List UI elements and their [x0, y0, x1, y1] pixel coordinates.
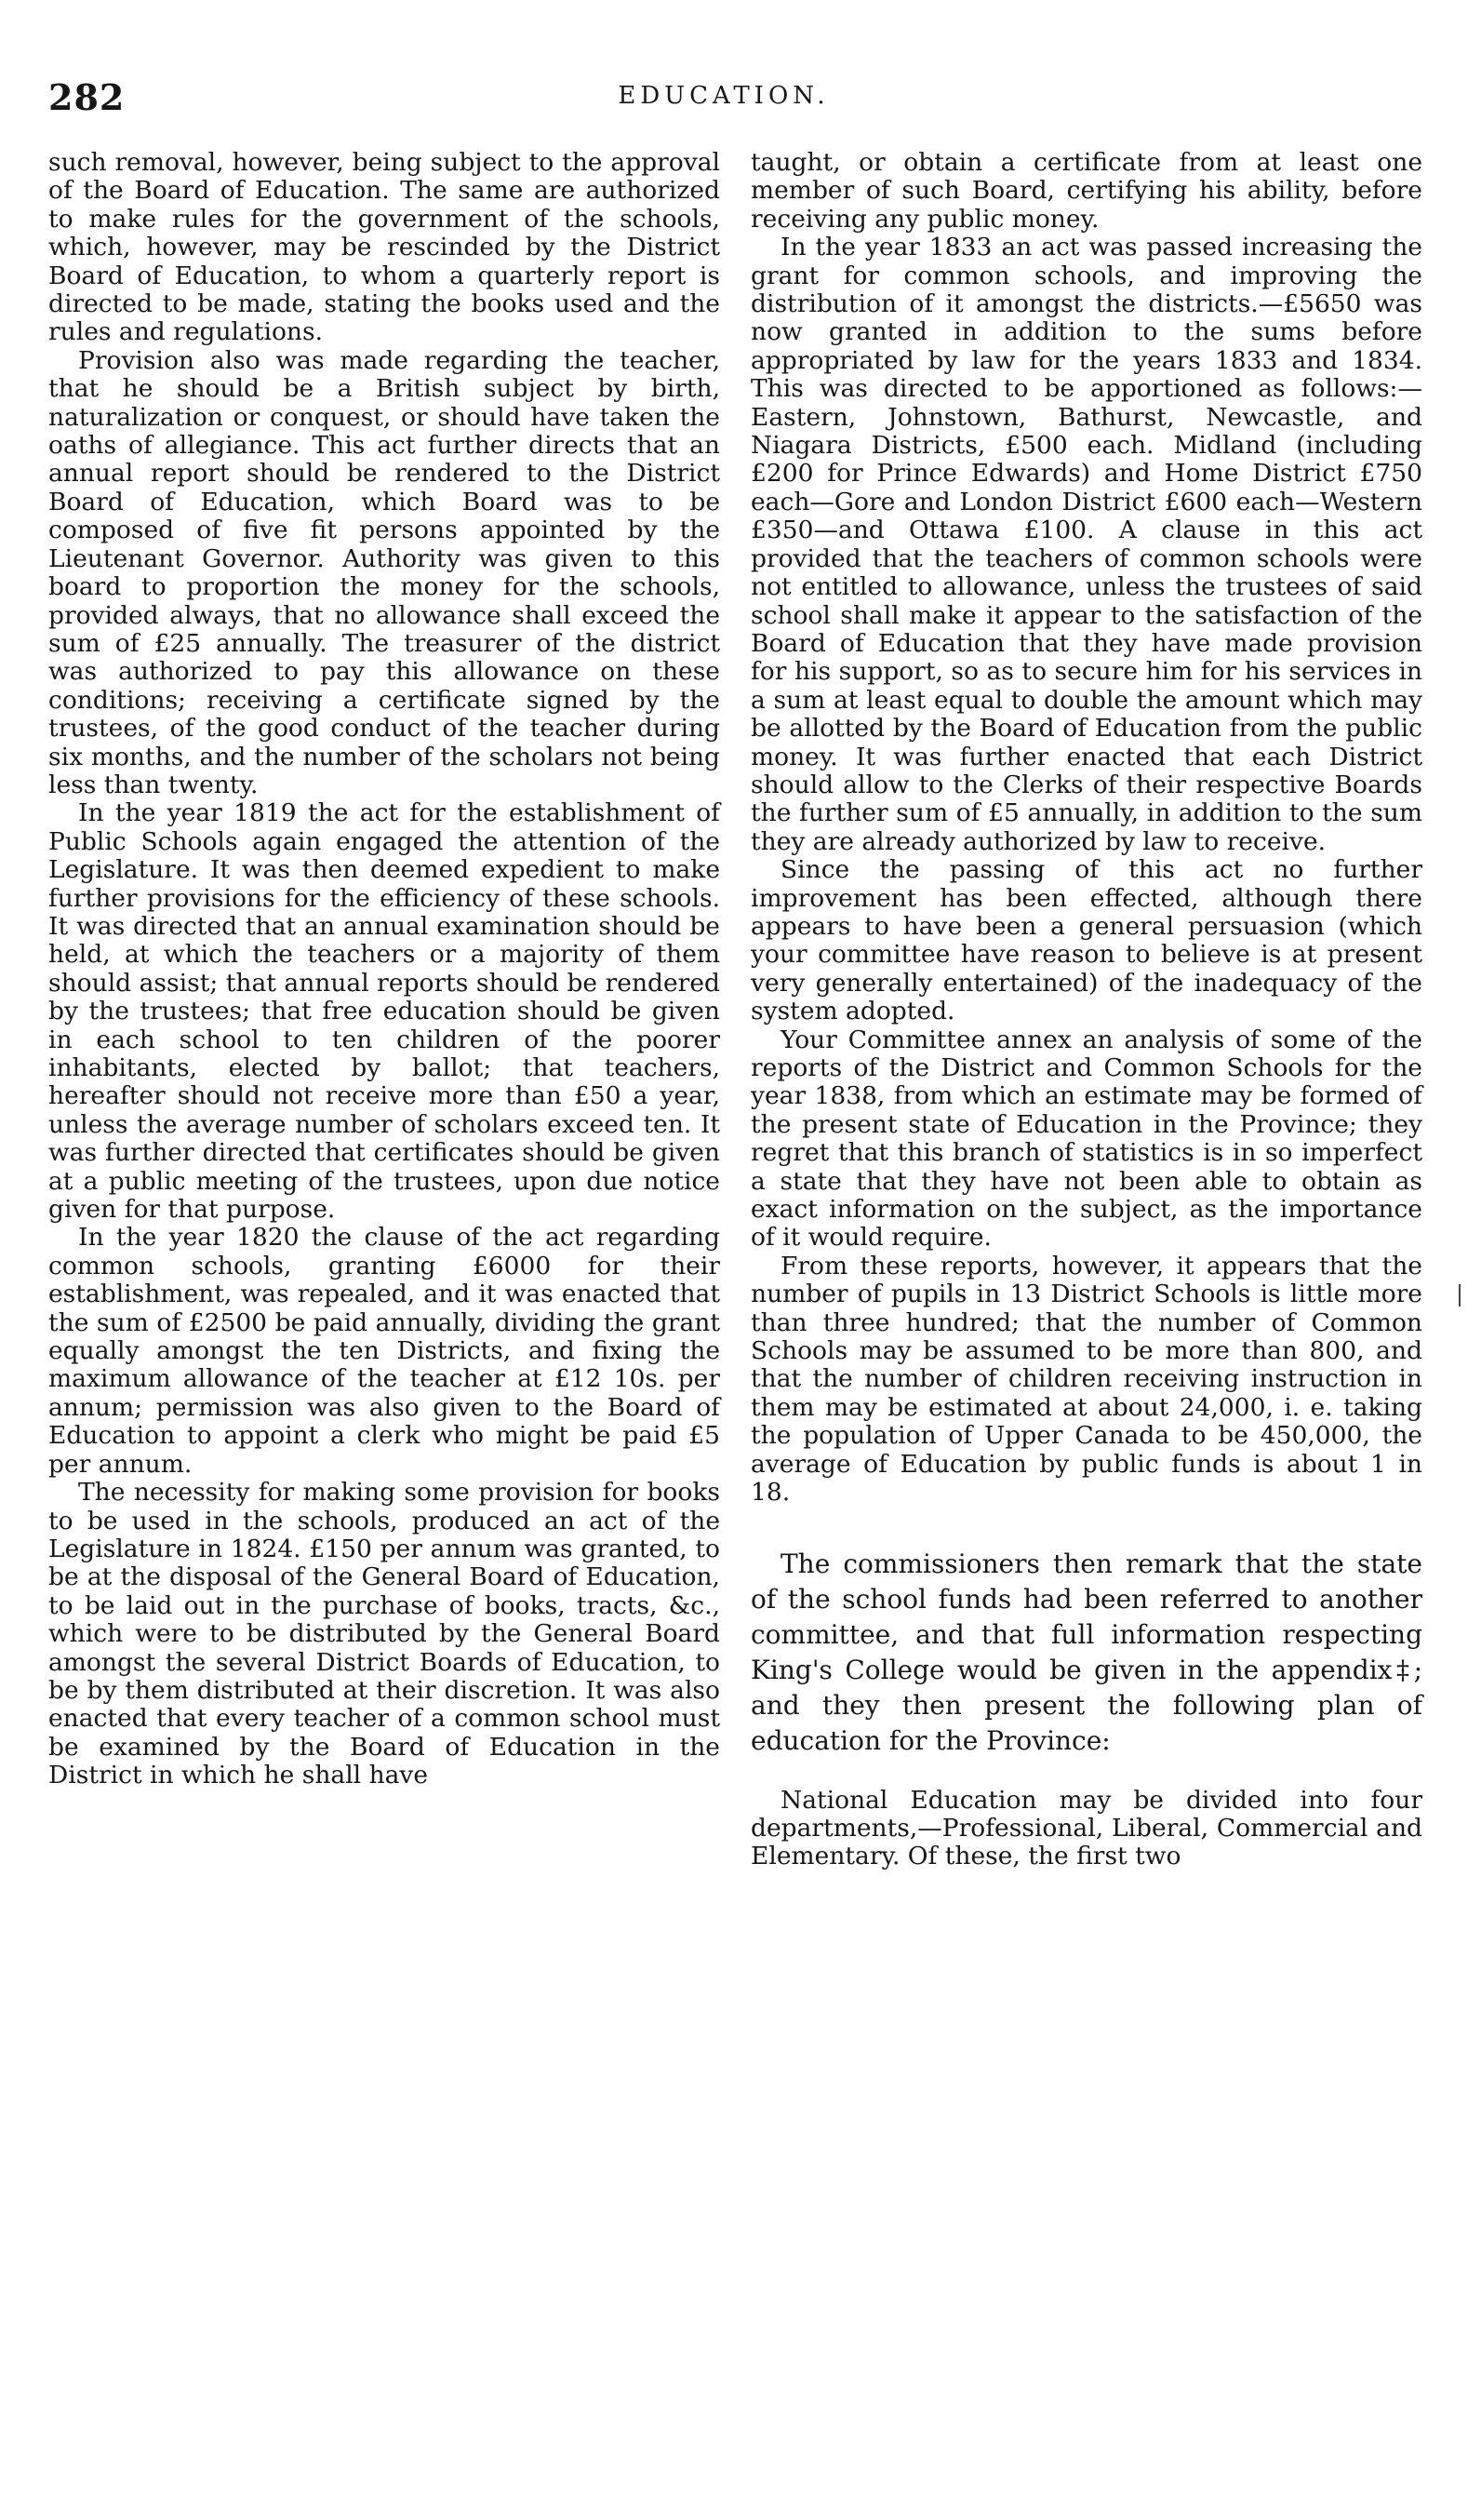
running-head: EDUCATION. [618, 82, 830, 110]
paragraph: Provision also was made regarding the teacher, that he should be a British subject by birth, naturalization or conquest, or should have taken the oaths of allegiance. This act further directs that an annual report should be rendered to the District Board of Education, which Board was to be composed of five fit persons appointed by the Lieutenant Governor. Authority was given to this board to proportion the money for the schools, provided always, that no allowance shall exceed the sum of £25 annually. The treasurer of the district was authorized to pay this allowance on these conditions; receiving a certificate signed by the trustees, of the good conduct of the teacher during six months, and the number of the scholars not being less than twenty. [48, 345, 720, 799]
paragraph: The commissioners then remark that the state of the school funds had been referred to another committee, and that full information respecting King's College would be given in the appendix‡; and they then present the following plan of education for the Province: [751, 1548, 1422, 1756]
paragraph: Since the passing of this act no further improvement has been effected, although there appears to have been a general persuasion (which your committee have reason to believe is at present very generally entertained) of the inadequacy of the system adopted. [751, 855, 1422, 1026]
paragraph: such removal, however, being subject to the approval of the Board of Education. The same are authorized to make rules for the government of the schools, which, however, may be rescinded by the District Board of Education, to whom a quarterly report is directed to be made, stating the books used and the rules and regulations. [48, 148, 720, 347]
right-column [751, 149, 1422, 1871]
paragraph: In the year 1819 the act for the establishment of Public Schools again engaged the attention of the Legislature. It was then deemed expedient to make further provisions for the efficiency of these schools. It was directed that an annual examination should be held, at which the teachers or a majority of them should assist; that annual reports should be rendered by the trustees; that free education should be given in each school to ten children of the poorer inhabitants, elected by ballot; that teachers, hereafter should not receive more than £50 a year, unless the average number of scholars exceed ten. It was further directed that certificates should be given at a public meeting of the trustees, upon due notice given for that purpose. [48, 798, 720, 1225]
page-number: 282 [48, 76, 126, 118]
left-column [48, 149, 720, 1790]
paragraph: From these reports, however, it appears that the number of pupils in 13 District Schools is little more than three hundred; that the number of Common Schools may be assumed to be more than 800, and that the number of children receiving instruction in them may be estimated at about 24,000, i. e. taking the population of Upper Canada to be 450,000, the average of Education by public funds is about 1 in 18. [751, 1251, 1422, 1508]
page-header [48, 76, 1399, 123]
paragraph: In the year 1833 an act was passed increasing the grant for common schools, and improving the distribution of it amongst the districts.—£5650 was now granted in addition to the sums before appropriated by law for the years 1833 and 1834. This was directed to be apportioned as follows:—Eastern, Johnstown, Bathurst, Newcastle, and Niagara Districts, £500 each. Midland (including £200 for Prince Edwards) and Home District £750 each—Gore and London District £600 each—Western £350—and Ottawa £100. A clause in this act provided that the teachers of common schools were not entitled to allowance, unless the trustees of said school shall make it appear to the satisfaction of the Board of Education that they have made provision for his support, so as to secure him for his services in a sum at least equal to double the amount which may be allotted by the Board of Education from the public money. It was further enacted that each District should allow to the Clerks of their respective Boards the further sum of £5 annually, in addition to the sum they are already authorized by law to receive. [751, 233, 1422, 856]
paragraph: taught, or obtain a certificate from at least one member of such Board, certifying his ability, before receiving any public money. [751, 148, 1422, 234]
margin-mark [1459, 1284, 1461, 1307]
paragraph: Your Committee annex an analysis of some of the reports of the District and Common Schools for the year 1838, from which an estimate may be formed of the present state of Education in the Province; they regret that this branch of statistics is in so imperfect a state that they have not been able to obtain as exact information on the subject, as the importance of it would require. [751, 1025, 1422, 1253]
paragraph: The necessity for making some provision for books to be used in the schools, produced an act of the Legislature in 1824. £150 per annum was granted, to be at the disposal of the General Board of Education, to be laid out in the purchase of books, tracts, &c., which were to be distributed by the General Board amongst the several District Boards of Education, to be by them distributed at their discretion. It was also enacted that every teacher of a common school must be examined by the Board of Education in the District in which he shall have [48, 1478, 720, 1790]
paragraph: National Education may be divided into four departments,—Professional, Liberal, Commercial and Elementary. Of these, the first two [751, 1785, 1422, 1871]
paragraph: In the year 1820 the clause of the act regarding common schools, granting £6000 for their establishment, was repealed, and it was enacted that the sum of £2500 be paid annually, dividing the grant equally amongst the ten Districts, and fixing the maximum allowance of the teacher at £12 10s. per annum; permission was also given to the Board of Education to appoint a clerk who might be paid £5 per annum. [48, 1223, 720, 1479]
